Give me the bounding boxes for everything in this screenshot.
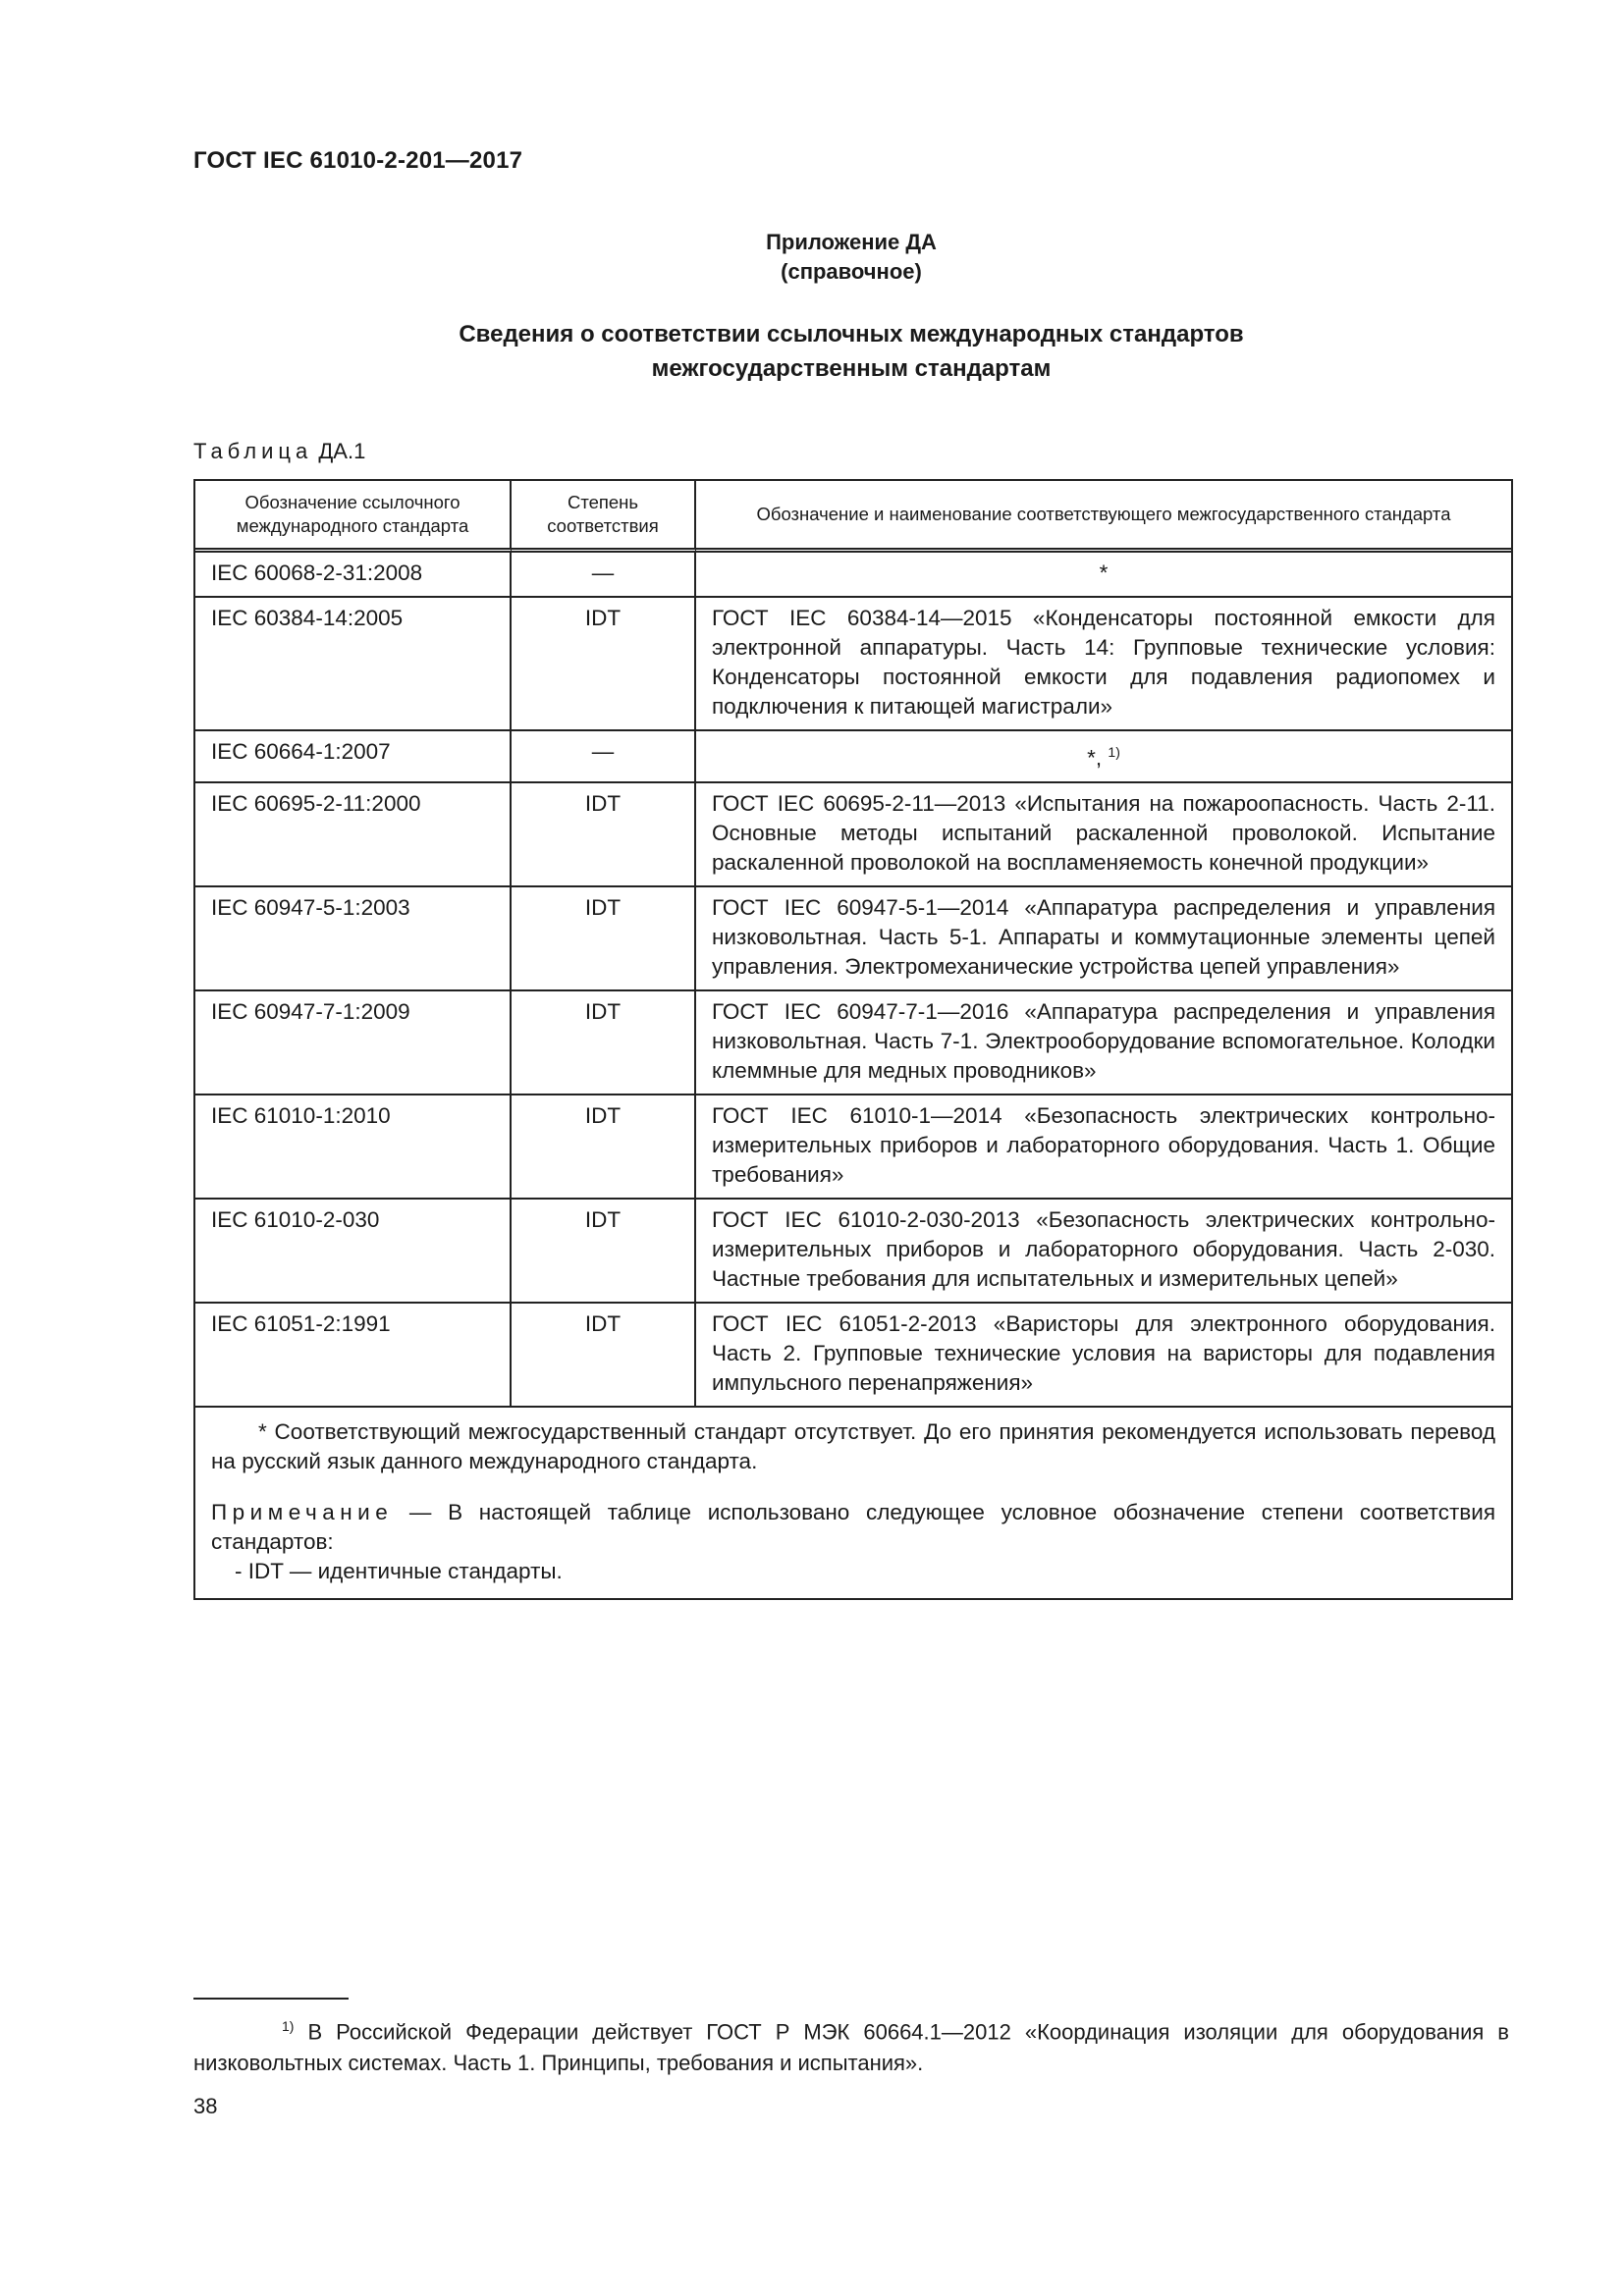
table-header-row	[195, 481, 1511, 553]
degree-cell: —	[512, 731, 696, 783]
annex-title	[193, 228, 1509, 287]
section-heading	[193, 317, 1509, 386]
gost-standard-cell	[696, 1200, 1511, 1304]
annex-title-line: Приложение ДА	[766, 230, 937, 254]
table-row	[195, 887, 1511, 991]
annex-kind: (справочное)	[781, 259, 922, 284]
note-text: — В настоящей таблице использовано следующее условное обозначение степени соответствия стандартов:	[211, 1499, 1495, 1554]
gost-standard-cell	[696, 783, 1511, 887]
table-row	[195, 1304, 1511, 1408]
table-label-number: ДА.1	[318, 439, 366, 463]
footnote-marker: 1)	[282, 2018, 295, 2034]
gost-standard-cell	[696, 1304, 1511, 1408]
column-header-degree: Степень соответствия	[512, 481, 696, 553]
table-body	[195, 553, 1511, 1598]
table-label-word: Таблица	[193, 439, 313, 463]
table-row	[195, 553, 1511, 598]
reference-standard-cell: IEC 61010-1:2010	[195, 1095, 512, 1200]
reference-standard-cell: IEC 61051-2:1991	[195, 1304, 512, 1408]
gost-standard-cell	[696, 553, 1511, 598]
reference-standard-cell: IEC 60384-14:2005	[195, 598, 512, 731]
degree-cell: IDT	[512, 991, 696, 1095]
star-note: * Соответствующий межгосударственный стандарт отсутствует. До его принятия рекомендуется использовать перевод на русский язык данного международного стандарта.	[211, 1418, 1495, 1473]
reference-standard-cell: IEC 60664-1:2007	[195, 731, 512, 783]
gost-standard-text: ГОСТ IEC 61010-1—2014 «Безопасность электрических контрольно-измерительных приборов и лабораторного оборудования. Часть 1. Общие требования»	[712, 1102, 1495, 1187]
page-number: 38	[193, 2094, 218, 2118]
gost-standard-text: ГОСТ IEC 60947-5-1—2014 «Аппаратура распределения и управления низковольтная. Часть 5-1. Аппараты и коммутационные элементы цепей управления. Электромеханические устройства цепей управления»	[712, 894, 1495, 979]
degree-cell: IDT	[512, 1095, 696, 1200]
gost-standard-text: *,	[1087, 745, 1109, 771]
reference-standard-cell: IEC 60068-2-31:2008	[195, 553, 512, 598]
heading-line-2: межгосударственным стандартам	[651, 355, 1052, 382]
reference-standard-cell: IEC 60947-7-1:2009	[195, 991, 512, 1095]
correspondence-table	[193, 479, 1513, 1600]
gost-standard-text: ГОСТ IEC 60947-7-1—2016 «Аппаратура распределения и управления низковольтная. Часть 7-1. Электрооборудование вспомогательное. Колодки клеммные для медных проводников»	[712, 998, 1495, 1083]
degree-cell: IDT	[512, 1200, 696, 1304]
footnote	[193, 2010, 1509, 2079]
degree-cell: IDT	[512, 887, 696, 991]
table-note	[211, 1498, 1495, 1557]
degree-cell: IDT	[512, 783, 696, 887]
table-row	[195, 598, 1511, 731]
gost-standard-text: ГОСТ IEC 60384-14—2015 «Конденсаторы постоянной емкости для электронной аппаратуры. Часть 14: Групповые технические условия: Конденсаторы постоянной емкости для подавления радиопомех и подключения к питающей магистрали»	[712, 606, 1495, 719]
footnote-reference: 1)	[1108, 744, 1120, 760]
gost-standard-text: *	[1099, 561, 1109, 585]
reference-standard-cell: IEC 60695-2-11:2000	[195, 783, 512, 887]
reference-standard-cell: IEC 61010-2-030	[195, 1200, 512, 1304]
degree-cell: —	[512, 553, 696, 598]
column-header-gost: Обозначение и наименование соответствующего межгосударственного стандарта	[696, 481, 1511, 553]
table-row	[195, 731, 1511, 783]
gost-standard-cell	[696, 731, 1511, 783]
degree-cell: IDT	[512, 598, 696, 731]
gost-standard-text: ГОСТ IEC 61051-2-2013 «Варисторы для электронного оборудования. Часть 2. Групповые технические условия на варисторы для подавления импульсного перенапряжения»	[712, 1310, 1495, 1395]
table-footer-row	[195, 1408, 1511, 1598]
gost-standard-cell	[696, 598, 1511, 731]
column-header-reference: Обозначение ссылочного международного стандарта	[195, 481, 512, 553]
note-list-item: - IDT — идентичные стандарты.	[235, 1558, 563, 1583]
gost-standard-text: ГОСТ IEC 61010-2-030-2013 «Безопасность электрических контрольно-измерительных приборов и лабораторного оборудования. Часть 2-030. Частные требования для испытательных и измерительных цепей»	[712, 1206, 1495, 1291]
gost-standard-cell	[696, 1095, 1511, 1200]
footnote-separator	[193, 1998, 349, 2000]
table-row	[195, 991, 1511, 1095]
degree-cell: IDT	[512, 1304, 696, 1408]
reference-standard-cell: IEC 60947-5-1:2003	[195, 887, 512, 991]
gost-standard-text: ГОСТ IEC 60695-2-11—2013 «Испытания на пожароопасность. Часть 2-11. Основные методы испытаний раскаленной проволокой. Испытание раскаленной проволокой на воспламеняемость конечной продукции»	[712, 790, 1495, 875]
table-footer-cell	[195, 1408, 1511, 1598]
note-word: Примечание	[211, 1499, 394, 1524]
gost-standard-cell	[696, 991, 1511, 1095]
heading-line-1: Сведения о соответствии ссылочных международных стандартов	[459, 321, 1244, 347]
footnote-text: В Российской Федерации действует ГОСТ Р МЭК 60664.1—2012 «Координация изоляции для оборудования в низковольтных системах. Часть 1. Принципы, требования и испытания».	[193, 2019, 1509, 2076]
document-code: ГОСТ IEC 61010-2-201—2017	[193, 147, 523, 174]
table-label	[193, 439, 365, 464]
table-row	[195, 783, 1511, 887]
table-row	[195, 1200, 1511, 1304]
table-row	[195, 1095, 1511, 1200]
gost-standard-cell	[696, 887, 1511, 991]
